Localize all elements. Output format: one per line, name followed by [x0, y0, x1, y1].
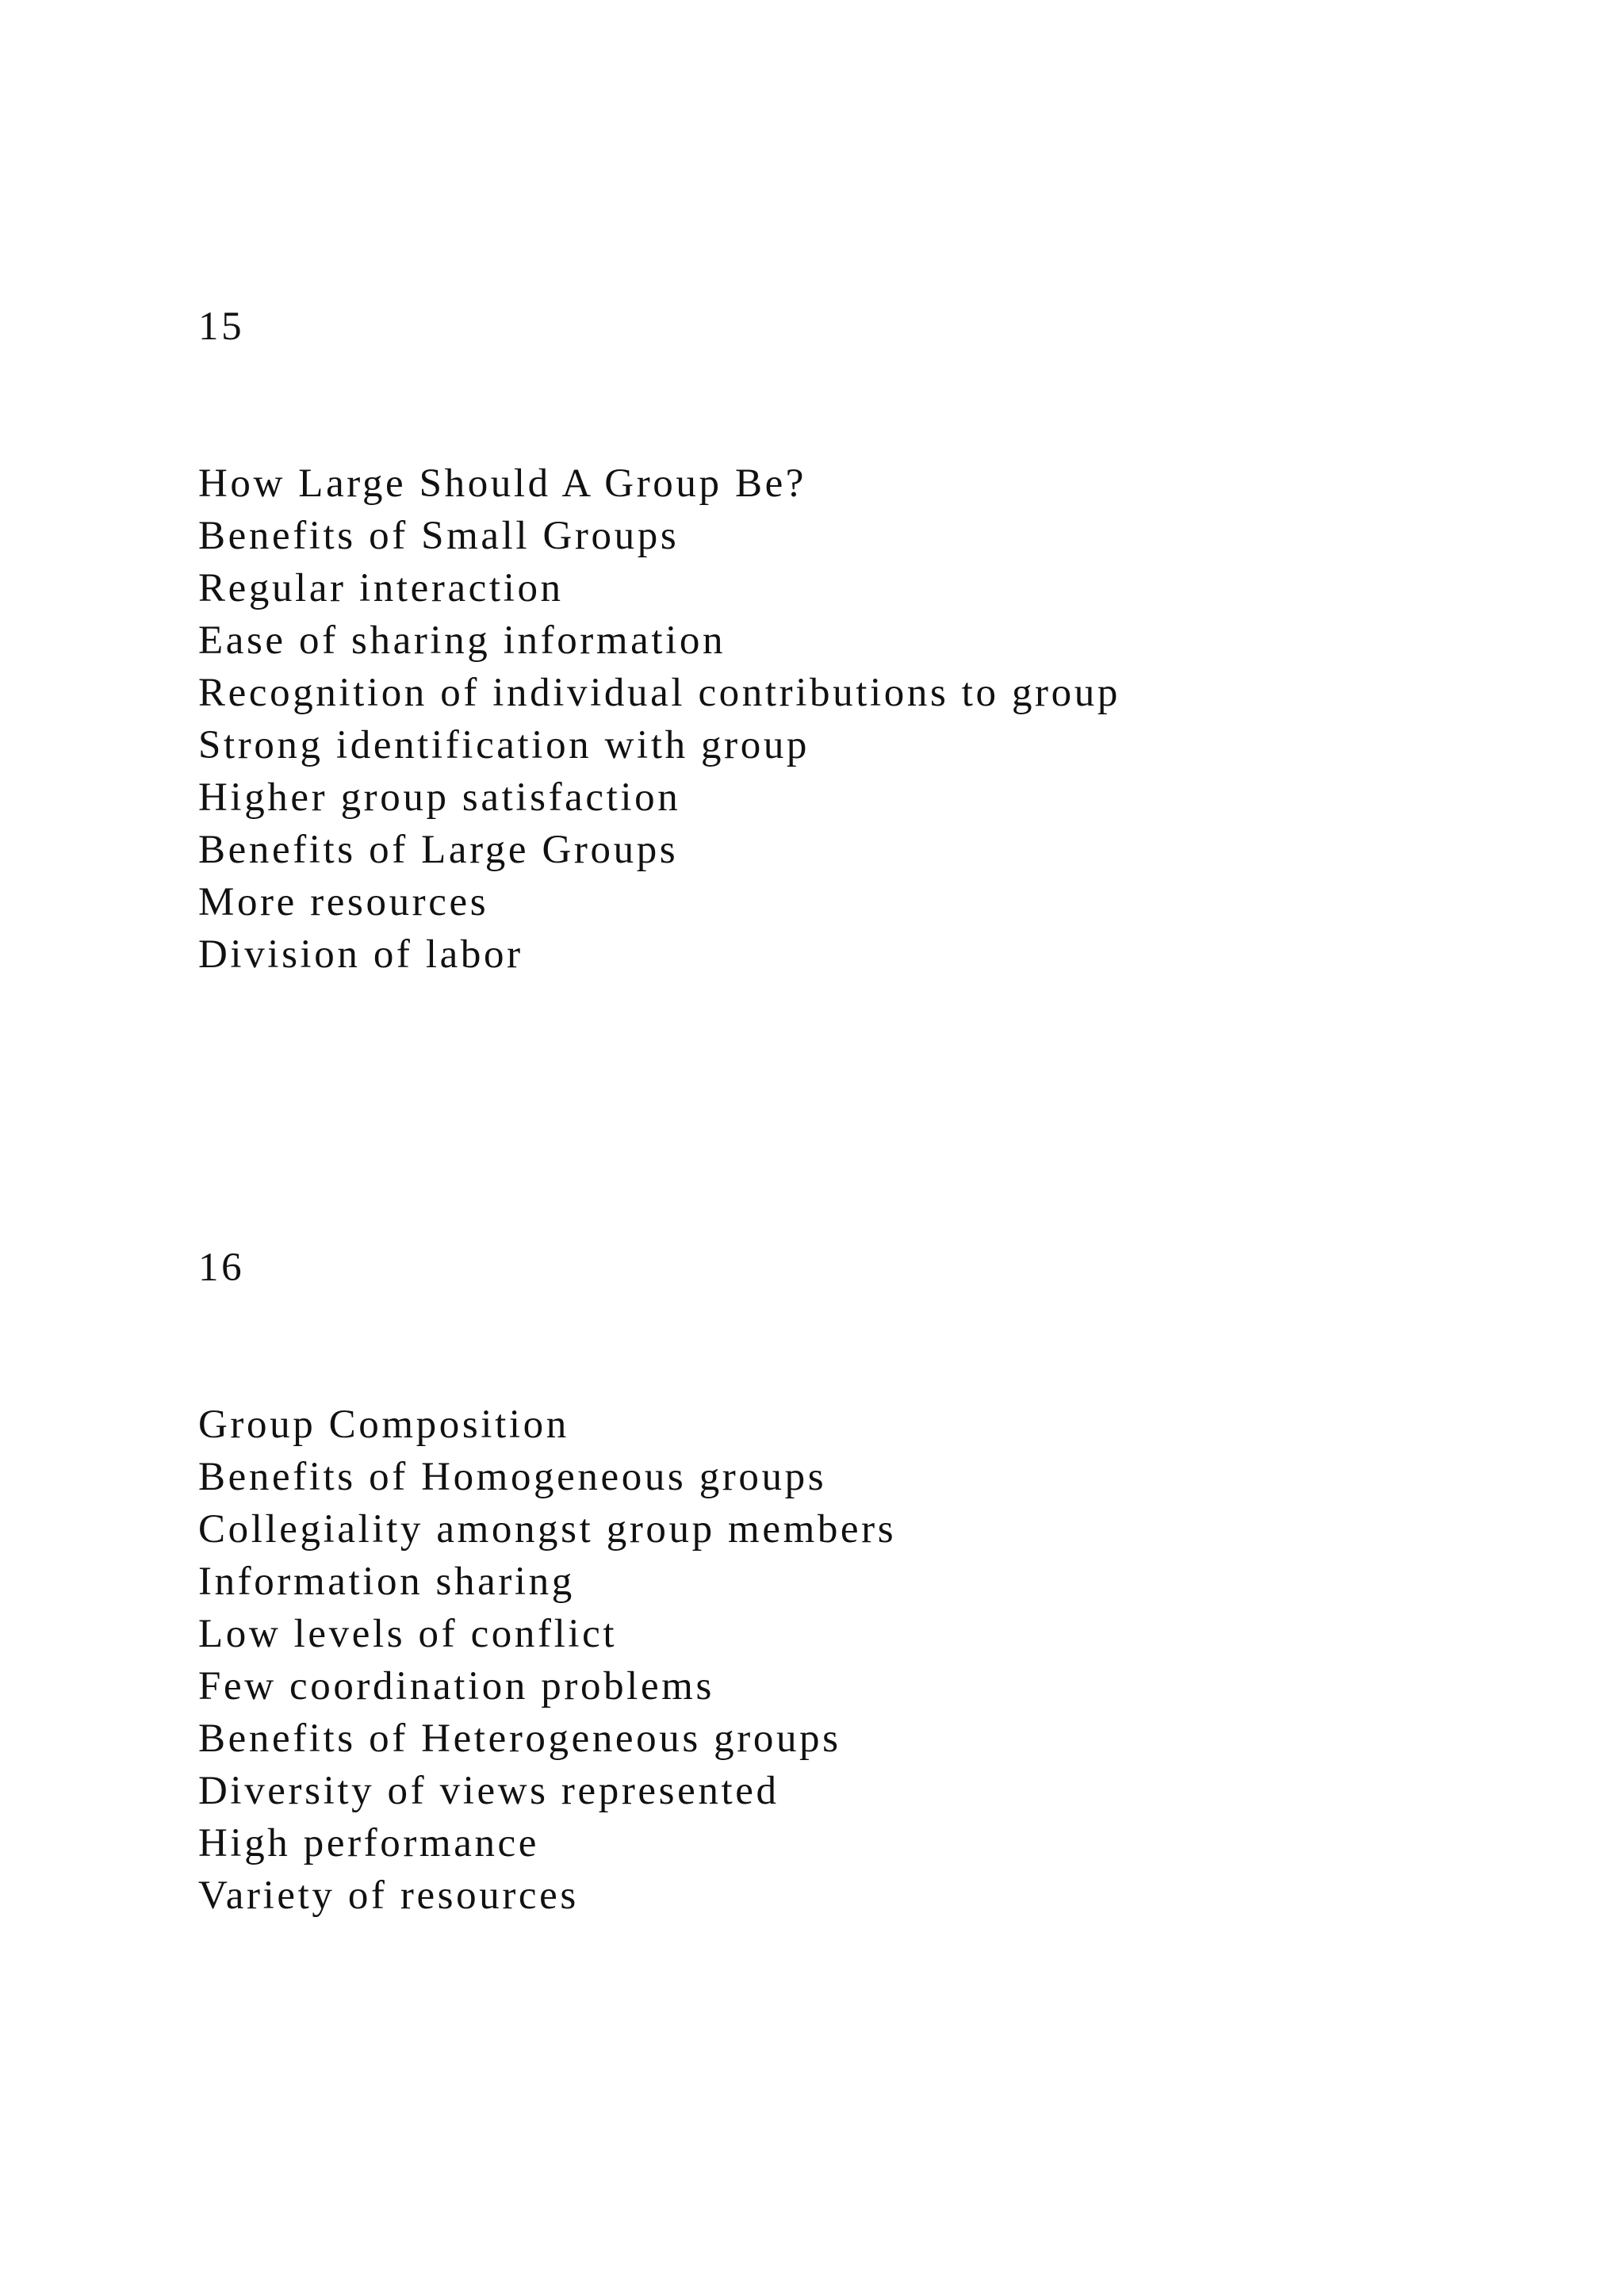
subheading: Benefits of Heterogeneous groups — [198, 1716, 841, 1761]
list-item: Higher group satisfaction — [198, 775, 681, 820]
list-item: Recognition of individual contributions to group — [198, 671, 1120, 715]
list-item: More resources — [198, 880, 489, 924]
list-item: Division of labor — [198, 932, 523, 977]
list-item: Few coordination problems — [198, 1664, 714, 1709]
list-item: Low levels of conflict — [198, 1612, 618, 1656]
slide-number: 16 — [198, 1246, 245, 1290]
section-title: Group Composition — [198, 1402, 569, 1447]
list-item: High performance — [198, 1821, 540, 1866]
section-title: How Large Should A Group Be? — [198, 461, 807, 506]
subheading: Benefits of Large Groups — [198, 828, 679, 872]
slide-number: 15 — [198, 304, 245, 349]
subheading: Benefits of Small Groups — [198, 514, 680, 558]
list-item: Diversity of views represented — [198, 1769, 779, 1813]
list-item: Information sharing — [198, 1559, 575, 1604]
list-item: Strong identification with group — [198, 723, 810, 767]
subheading: Benefits of Homogeneous groups — [198, 1455, 827, 1499]
list-item: Ease of sharing information — [198, 618, 726, 663]
list-item: Collegiality amongst group members — [198, 1507, 897, 1552]
list-item: Variety of resources — [198, 1873, 579, 1918]
list-item: Regular interaction — [198, 566, 564, 610]
